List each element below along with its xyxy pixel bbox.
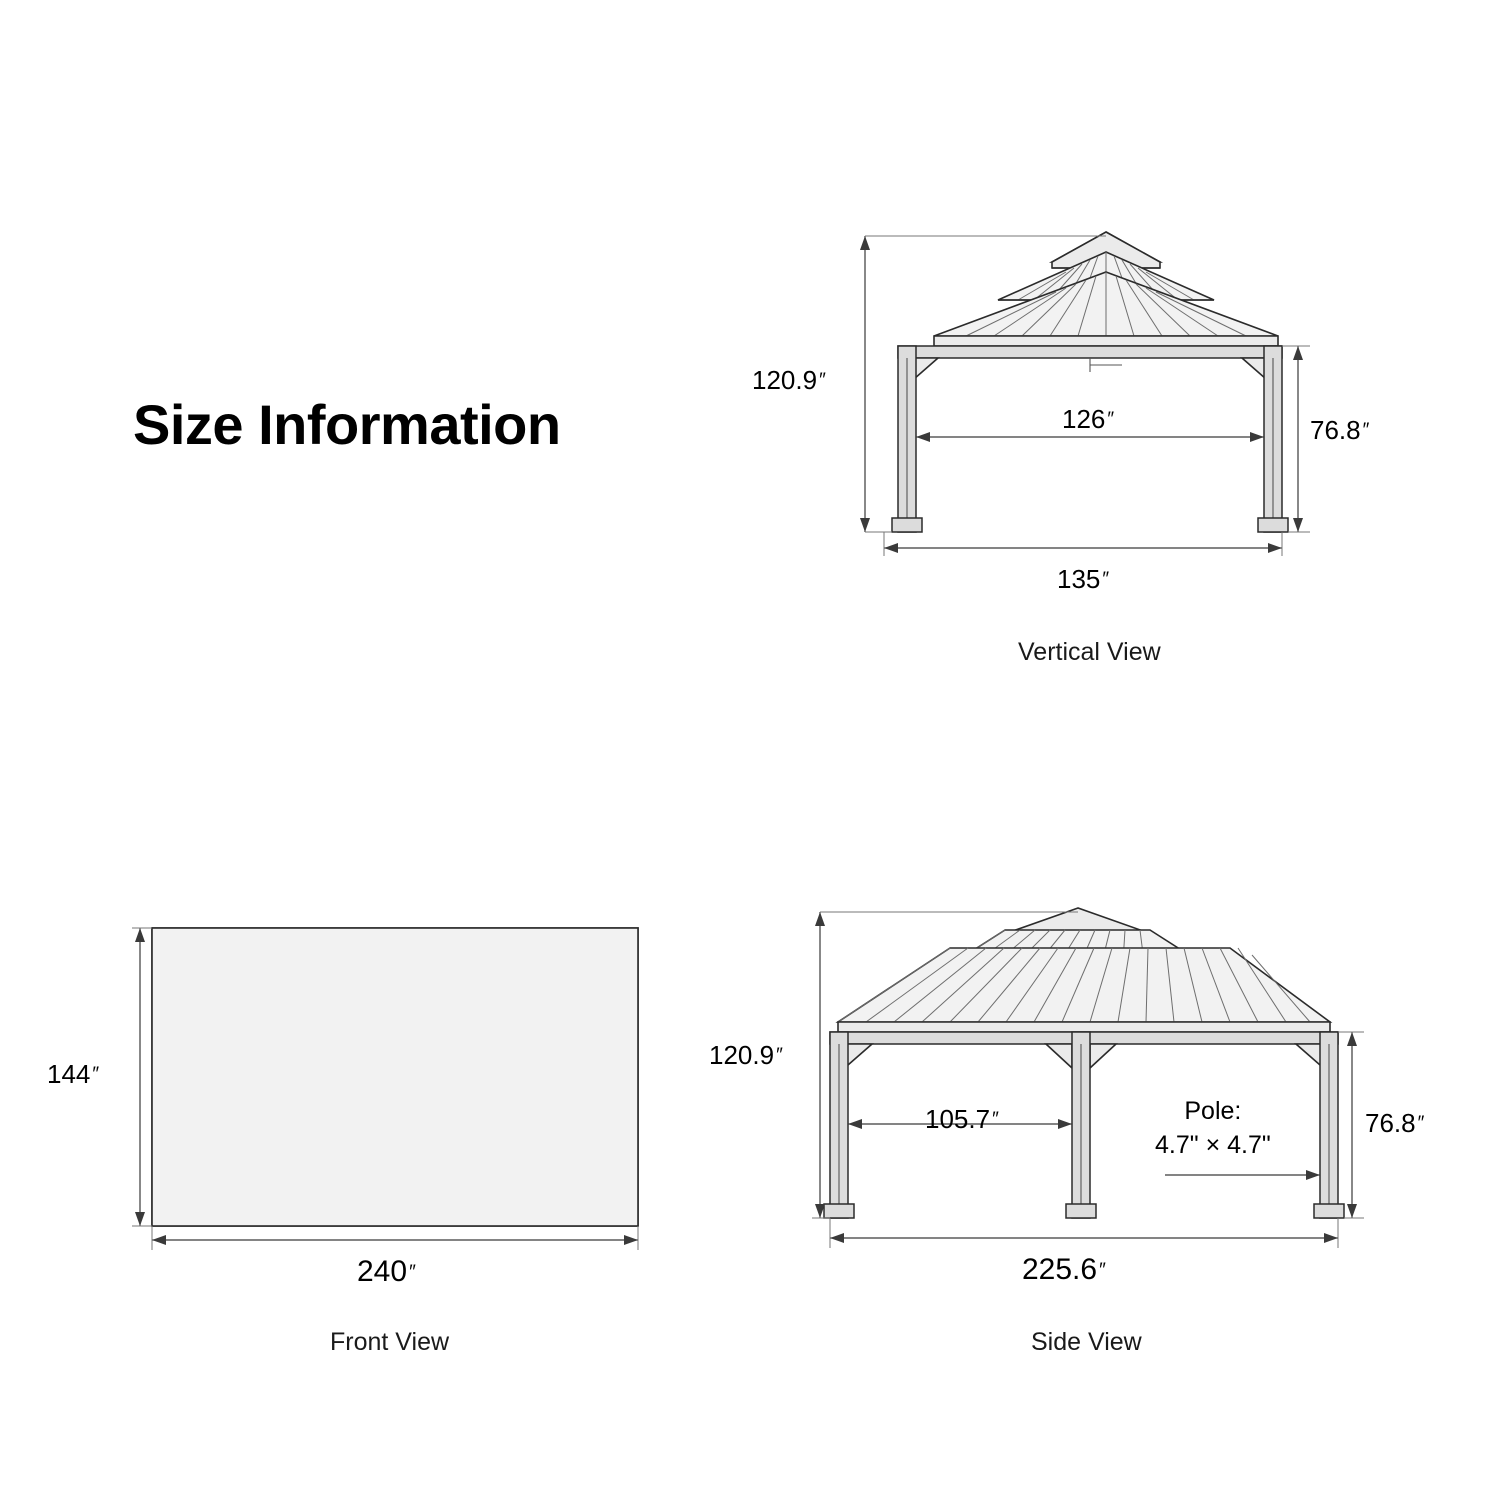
vertical-base-width-dimension-label: 135 ″ (1057, 564, 1110, 594)
front-view-caption: Front View (330, 1328, 450, 1356)
vertical-view-caption: Vertical View (1018, 638, 1161, 666)
pole-size-label: Pole: 4.7" × 4.7" (1155, 1097, 1271, 1159)
vertical-view-drawing (860, 232, 1310, 556)
side-post-height-dimension-label: 76.8 ″ (1365, 1108, 1425, 1138)
side-view-caption: Side View (1031, 1328, 1142, 1356)
front-width-dimension-label: 240 ″ (357, 1255, 416, 1288)
side-base-width-dimension-label: 225.6 ″ (1022, 1253, 1106, 1286)
side-inner-width-dimension-label: 105.7 ″ (925, 1104, 999, 1134)
page-title: Size Information (133, 393, 561, 456)
vertical-height-dimension-label: 120.9 ″ (752, 365, 826, 395)
vertical-post-height-dimension-label: 76.8 ″ (1310, 415, 1370, 445)
front-depth-dimension-label: 144 ″ (47, 1059, 100, 1089)
side-view-drawing (812, 908, 1364, 1248)
side-height-dimension-label: 120.9 ″ (709, 1040, 783, 1070)
vertical-inner-width-dimension-label: 126 ″ (1062, 404, 1115, 434)
front-view-drawing (132, 928, 638, 1250)
